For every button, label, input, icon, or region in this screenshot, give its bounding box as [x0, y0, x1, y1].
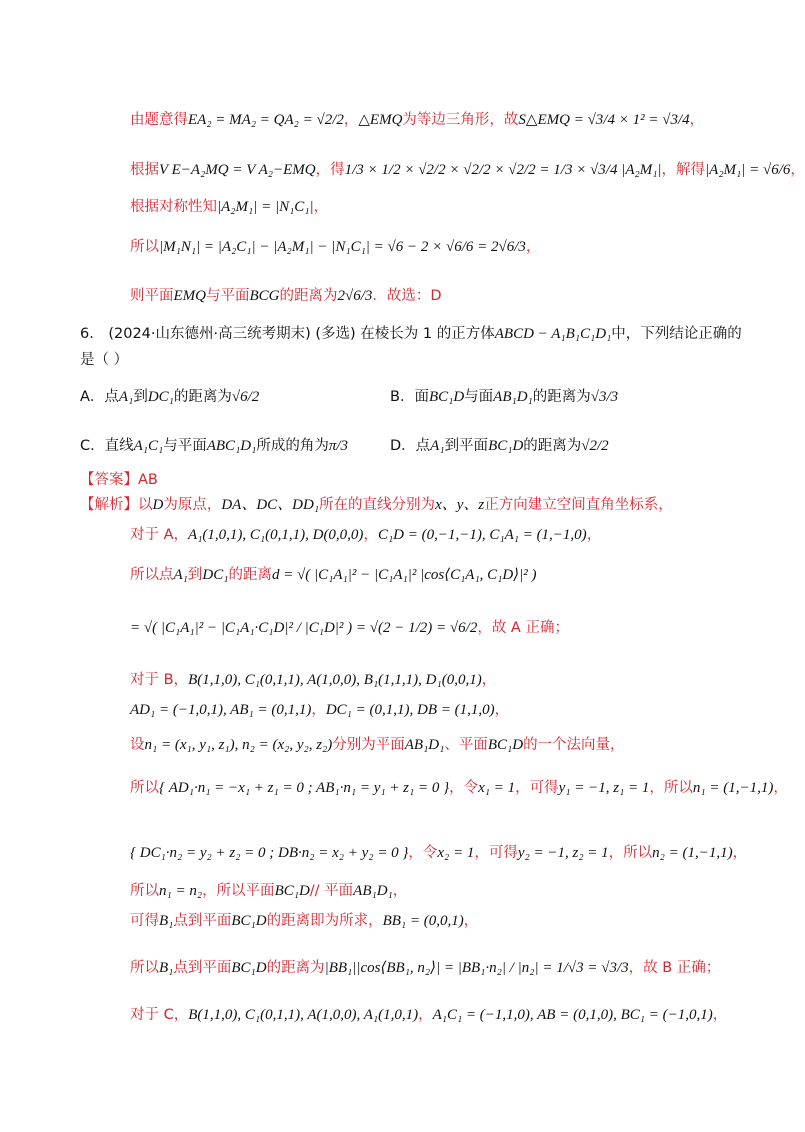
math-expression: 1/3 × 1/2 × √2/2 × √2/2 × √2/2 = 1/3 × √3/4 |A₂M₁|	[344, 162, 662, 178]
math-expression: AB₁D₁	[353, 883, 393, 899]
math-expression: DA、DC、DD₁	[221, 497, 320, 513]
math-expression: V E−A₂MQ = V A₂−EMQ	[159, 162, 316, 178]
text-segment: 到	[133, 389, 148, 405]
text-segment: ，所以	[608, 845, 653, 861]
text-segment: ，所以	[649, 780, 693, 796]
math-expression: √6/2	[231, 389, 260, 405]
text-segment: 是（ ）	[80, 352, 129, 368]
solution-line-l18	[130, 911, 478, 931]
math-expression: DC₁	[147, 389, 174, 405]
math-expression: A₁	[173, 567, 188, 583]
solution-line-l7	[80, 350, 128, 370]
text-segment: 点到平面	[173, 913, 232, 929]
text-segment: ，	[343, 112, 359, 128]
text-segment: 所成的角为	[256, 438, 329, 454]
text-segment: ，	[586, 527, 602, 543]
text-segment: 与面	[464, 389, 494, 405]
math-expression: |M₁N₁| = |A₂C₁| − |A₂M₁| − |N₁C₁| = √6 − 2 × √6/6 = 2√6/3	[159, 239, 526, 255]
math-expression: A₁C₁	[133, 438, 164, 454]
text-segment: 可得	[130, 913, 159, 929]
text-segment: 设	[130, 737, 145, 753]
text-segment: ，	[311, 702, 326, 718]
math-expression: EMQ	[173, 288, 206, 304]
text-segment: A．点	[80, 389, 119, 405]
text-segment: 的距离即为所求，	[266, 913, 383, 929]
text-segment: ，得	[315, 162, 345, 178]
solution-line-l19	[130, 958, 720, 978]
text-segment: 正方向建立空间直角坐标系，	[484, 497, 673, 513]
math-expression: BC₁D	[428, 389, 465, 405]
math-expression: AB₁D₁	[493, 389, 533, 405]
text-segment: ，故 A 正确；	[477, 620, 569, 636]
text-segment: 的距离为	[266, 960, 325, 976]
text-segment: 根据	[130, 162, 159, 178]
math-expression: ABC₁D₁	[206, 438, 257, 454]
math-expression: n₁ = n₂	[159, 883, 203, 899]
text-segment: ，	[363, 527, 378, 543]
text-segment: 的距离为	[532, 389, 591, 405]
math-expression: C₁D = (0,−1,−1), C₁A₁ = (1,−1,0)	[377, 527, 587, 543]
math-expression: n₁ = (x₁, y₁, z₁), n₂ = (x₂, y₂, z₂)	[144, 737, 333, 753]
text-segment: 根据对称性知	[130, 199, 217, 215]
text-segment: // 平面	[309, 883, 354, 899]
math-expression: BB₁ = (0,0,1)	[382, 913, 464, 929]
math-expression: A₁	[118, 389, 134, 405]
math-expression: D	[152, 497, 164, 513]
text-segment: 点到平面	[173, 960, 232, 976]
solution-line-l20	[130, 1005, 727, 1025]
text-segment: 到	[187, 567, 203, 583]
solution-line-l2	[130, 160, 805, 180]
text-segment: 所以	[130, 239, 159, 255]
solution-line-l12	[130, 670, 496, 690]
text-segment: ，	[392, 883, 408, 899]
text-segment: ．故选：D	[372, 288, 442, 304]
math-expression: 2√6/3	[337, 288, 373, 304]
text-segment: 对于 C，	[130, 1007, 189, 1023]
solution-line-l14	[130, 735, 625, 755]
math-expression: S△EMQ = √3/4 × 1² = √3/4	[518, 112, 690, 128]
option-C	[80, 434, 348, 455]
math-expression: AB₁D₁	[404, 737, 445, 753]
math-expression: B₁	[159, 960, 174, 976]
math-expression: |A₂M₁| = |N₁C₁|	[217, 199, 314, 215]
text-segment: ，	[525, 239, 541, 255]
solution-line-l8	[80, 495, 673, 515]
math-expression: A₁(1,0,1), C₁(0,1,1), D(0,0,0)	[188, 527, 364, 543]
text-segment: C．直线	[80, 438, 134, 454]
solution-line-l13	[130, 700, 509, 720]
math-expression: |A₂M₁| = √6/6	[705, 162, 791, 178]
text-segment: 则平面	[130, 288, 174, 304]
math-expression: A₁	[430, 438, 445, 454]
text-segment: 与平面	[163, 438, 207, 454]
text-segment: ，令	[408, 845, 438, 861]
math-expression: B₁	[159, 913, 174, 929]
text-segment: 所以	[130, 780, 159, 796]
solution-line-answer	[80, 470, 158, 490]
solution-line-l17	[130, 881, 407, 901]
text-segment: 为原点，	[163, 497, 222, 513]
text-segment: ，	[712, 1007, 728, 1023]
math-expression: y₁ = −1, z₁ = 1	[558, 780, 650, 796]
solution-line-l15	[130, 778, 788, 798]
text-segment: ，	[463, 913, 479, 929]
text-segment: ，	[481, 672, 497, 688]
text-segment: ，	[773, 780, 788, 796]
text-segment: ，	[494, 702, 510, 718]
text-segment: ，解得	[661, 162, 706, 178]
math-expression: √2/2	[581, 438, 609, 454]
math-expression: DC₁ = (0,1,1), DB = (1,1,0)	[325, 702, 495, 718]
text-segment: 与平面	[206, 288, 250, 304]
text-segment: ，	[732, 845, 748, 861]
math-expression: BCG	[249, 288, 280, 304]
text-segment: D．点	[390, 438, 431, 454]
text-segment: ，故 B 正确；	[628, 960, 721, 976]
math-expression: π/3	[328, 438, 349, 454]
text-segment: ，	[689, 112, 705, 128]
math-expression: n₁ = (1,−1,1)	[692, 780, 774, 796]
math-expression: x₂ = 1	[437, 845, 475, 861]
math-expression: EA₂ = MA₂ = QA₂ = √2/2	[188, 112, 344, 128]
math-expression: { DC₁·n₂ = y₂ + z₂ = 0 ; DB·n₂ = x₂ + y₂ = 0 }	[130, 845, 409, 861]
math-expression: △EMQ	[358, 112, 403, 128]
text-segment: ，可得	[474, 845, 518, 861]
math-expression: B(1,1,0), C₁(0,1,1), A(1,0,0), B₁(1,1,1), D₁(0,0,1)	[188, 672, 482, 688]
math-expression: BC₁D	[231, 913, 267, 929]
text-segment: 的一个法向量，	[523, 737, 625, 753]
text-segment: ，	[418, 1007, 433, 1023]
math-expression: x、y、z	[435, 497, 485, 513]
text-segment: ，所以平面	[202, 883, 275, 899]
solution-line-l3	[130, 197, 328, 217]
math-expression: ABCD − A₁B₁C₁D₁	[494, 326, 612, 342]
text-segment: 所在的直线分别为	[319, 497, 436, 513]
text-segment: 的距离为	[279, 288, 338, 304]
text-segment: ，	[313, 199, 329, 215]
solution-line-l6	[80, 324, 742, 344]
text-segment: ，	[790, 162, 805, 178]
text-segment: 的距离为	[173, 389, 232, 405]
math-expression: BC₁D	[274, 883, 310, 899]
text-segment: 所以	[130, 883, 159, 899]
math-expression: DC₁	[202, 567, 229, 583]
math-expression: BC₁D	[231, 960, 267, 976]
text-segment: 分别为平面	[332, 737, 405, 753]
math-expression: AD₁ = (−1,0,1), AB₁ = (0,1,1)	[130, 702, 312, 718]
text-segment: 【解析】以	[80, 497, 153, 513]
text-segment: 所以点	[130, 567, 174, 583]
option-B	[390, 385, 618, 406]
solution-line-l9	[130, 525, 601, 545]
option-A	[80, 385, 259, 406]
solution-line-l1	[130, 110, 704, 130]
text-segment: 中，下列结论正确的	[611, 326, 742, 342]
text-segment: 【答案】AB	[80, 472, 158, 488]
math-expression: n₂ = (1,−1,1)	[652, 845, 733, 861]
math-expression: y₂ = −1, z₂ = 1	[517, 845, 609, 861]
solution-line-l4	[130, 237, 540, 257]
solution-line-l5	[130, 286, 442, 306]
math-expression: BC₁D	[487, 737, 524, 753]
math-expression: = √( |C₁A₁|² − |C₁A₁·C₁D|² / |C₁D|² ) = √(2 − 1/2) = √6/2	[130, 620, 478, 636]
text-segment: 6． (2024·山东德州·高三统考期末) (多选) 在棱长为 1 的正方体	[80, 326, 495, 342]
text-segment: 为等边三角形，故	[402, 112, 519, 128]
text-segment: 到平面	[444, 438, 489, 454]
solution-line-l11	[130, 618, 569, 638]
math-expression: BC₁D	[488, 438, 524, 454]
math-expression: |BB₁||cos⟨BB₁, n₂⟩| = |BB₁·n₂| / |n₂| = 1/√3 = √3/3	[324, 960, 629, 976]
text-segment: 、平面	[444, 737, 488, 753]
option-D	[390, 434, 609, 455]
math-expression: x₁ = 1	[478, 780, 516, 796]
text-segment: 的距离为	[523, 438, 582, 454]
math-expression: A₁C₁ = (−1,1,0), AB = (0,1,0), BC₁ = (−1,0,1)	[432, 1007, 713, 1023]
solution-line-l16	[130, 843, 747, 863]
math-expression: √3/3	[590, 389, 619, 405]
text-segment: ，可得	[515, 780, 559, 796]
text-segment: B．面	[390, 389, 429, 405]
text-segment: ，令	[449, 780, 479, 796]
text-segment: 的距离	[228, 567, 272, 583]
math-expression: B(1,1,0), C₁(0,1,1), A(1,0,0), A₁(1,0,1)	[188, 1007, 419, 1023]
math-expression: { AD₁·n₁ = −x₁ + z₁ = 0 ; AB₁·n₁ = y₁ + z₁ = 0 }	[159, 780, 450, 796]
solution-line-l10	[130, 565, 536, 585]
text-segment: 由题意得	[130, 112, 188, 128]
text-segment: 对于 B，	[130, 672, 189, 688]
text-segment: 所以	[130, 960, 159, 976]
math-expression: d = √( |C₁A₁|² − |C₁A₁|² |cos⟨C₁A₁, C₁D⟩|² )	[271, 567, 537, 583]
text-segment: 对于 A，	[130, 527, 189, 543]
